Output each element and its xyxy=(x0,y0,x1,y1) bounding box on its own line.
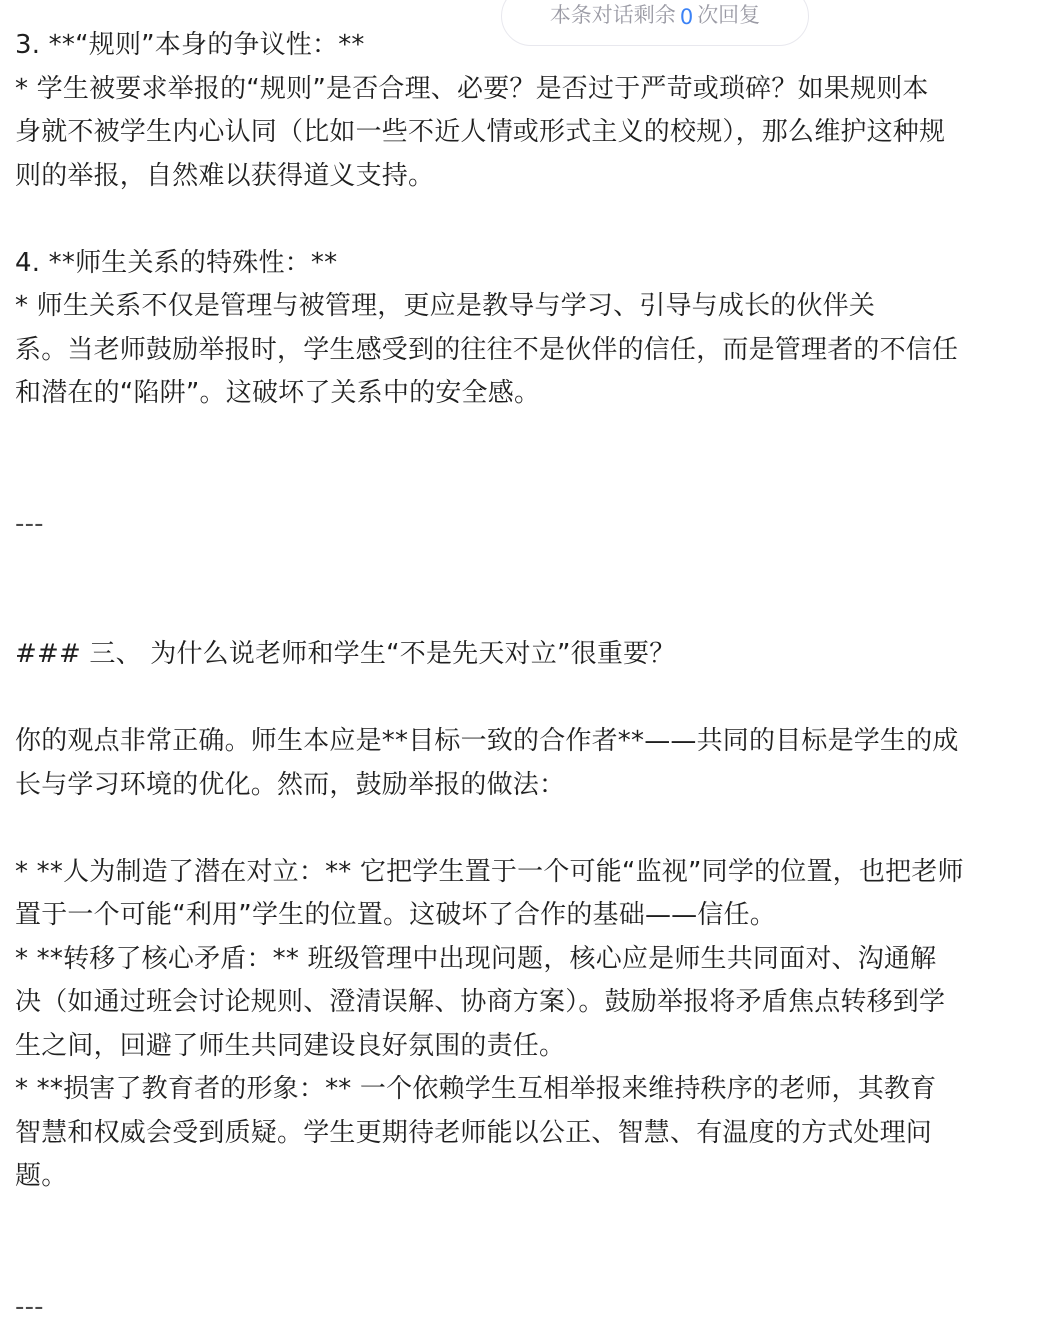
text-line: 3. **“规则”本身的争议性：** xyxy=(15,24,1027,68)
text-line: 置于一个可能“利用”学生的位置。这破坏了合作的基础——信任。 xyxy=(15,894,1027,938)
blank-line xyxy=(15,1242,1027,1286)
blank-line xyxy=(15,677,1027,721)
blank-line xyxy=(15,807,1027,851)
remaining-replies-count: 0 xyxy=(680,5,693,29)
text-line: 题。 xyxy=(15,1155,1027,1199)
text-line: 和潜在的“陷阱”。这破坏了关系中的安全感。 xyxy=(15,372,1027,416)
text-line: * **人为制造了潜在对立：** 它把学生置于一个可能“监视”同学的位置，也把老师 xyxy=(15,851,1027,895)
text-line: 智慧和权威会受到质疑。学生更期待老师能以公正、智慧、有温度的方式处理问 xyxy=(15,1112,1027,1156)
blank-line xyxy=(15,459,1027,503)
text-line: 身就不被学生内心认同（比如一些不近人情或形式主义的校规），那么维护这种规 xyxy=(15,111,1027,155)
text-line: 则的举报，自然难以获得道义支持。 xyxy=(15,155,1027,199)
text-line: * 学生被要求举报的“规则”是否合理、必要？是否过于严苛或琐碎？如果规则本 xyxy=(15,68,1027,112)
remaining-replies-suffix: 次回复 xyxy=(697,0,760,29)
separator-line: --- xyxy=(15,1286,1027,1329)
text-line: * **转移了核心矛盾：** 班级管理中出现问题，核心应是师生共同面对、沟通解 xyxy=(15,938,1027,982)
text-line: 你的观点非常正确。师生本应是**目标一致的合作者**——共同的目标是学生的成 xyxy=(15,720,1027,764)
separator-line: --- xyxy=(15,503,1027,547)
text-line: * **损害了教育者的形象：** 一个依赖学生互相举报来维持秩序的老师，其教育 xyxy=(15,1068,1027,1112)
text-line: 系。当老师鼓励举报时，学生感受到的往往不是伙伴的信任，而是管理者的不信任 xyxy=(15,329,1027,373)
blank-line xyxy=(15,590,1027,634)
section-heading-line: ### 三、 为什么说老师和学生“不是先天对立”很重要？ xyxy=(15,633,1027,677)
remaining-replies-prefix: 本条对话剩余 xyxy=(550,0,676,29)
text-line: 生之间，回避了师生共同建设良好氛围的责任。 xyxy=(15,1025,1027,1069)
text-line: 决（如通过班会讨论规则、澄清误解、协商方案）。鼓励举报将矛盾焦点转移到学 xyxy=(15,981,1027,1025)
text-line: * 师生关系不仅是管理与被管理，更应是教导与学习、引导与成长的伙伴关 xyxy=(15,285,1027,329)
blank-line xyxy=(15,1199,1027,1243)
message-content xyxy=(15,24,1027,1329)
blank-line xyxy=(15,198,1027,242)
blank-line xyxy=(15,416,1027,460)
text-line: 4. **师生关系的特殊性：** xyxy=(15,242,1027,286)
text-line: 长与学习环境的优化。然而，鼓励举报的做法： xyxy=(15,764,1027,808)
blank-line xyxy=(15,546,1027,590)
